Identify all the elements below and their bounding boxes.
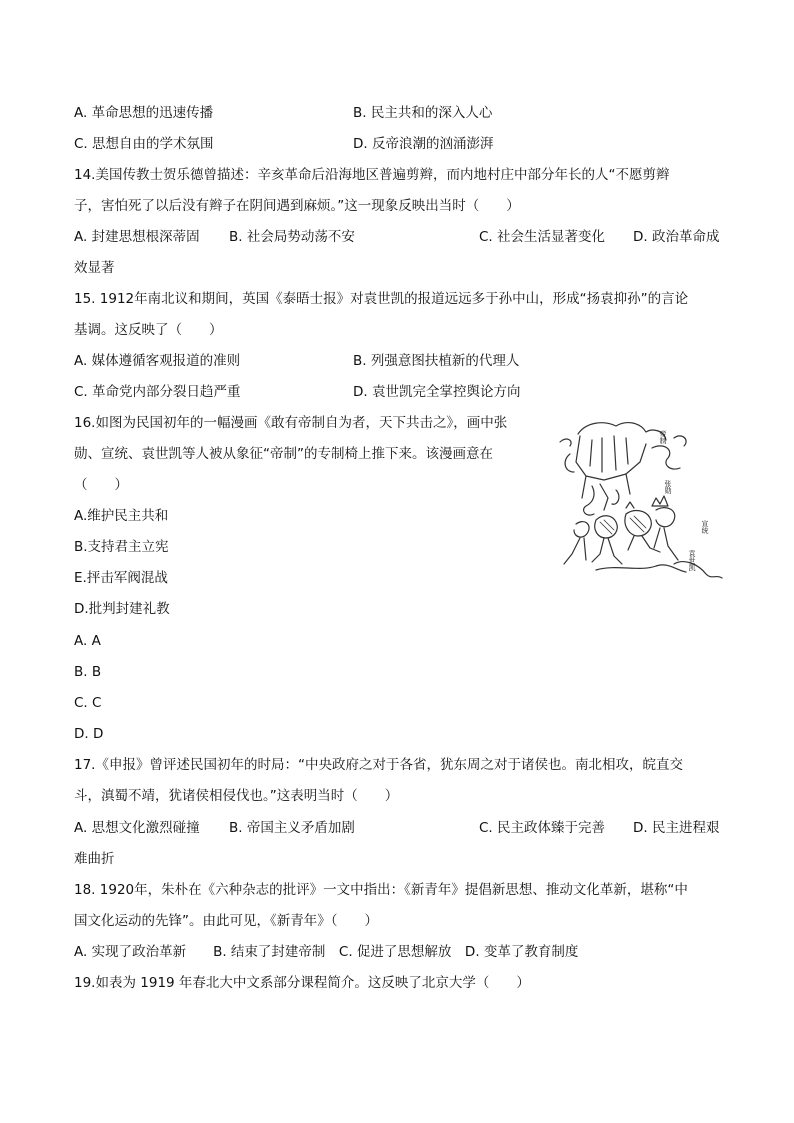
q13-option-d: D. 反帝浪潮的汹涌澎湃: [353, 136, 494, 152]
q17-stem-line2: 斗，滇蜀不靖，犹诸侯相侵伐也。”这表明当时（ ）: [74, 788, 399, 804]
q18-options: A. 实现了政治革新 B. 结束了封建帝制 C. 促进了思想解放 D. 变革了教育制度: [74, 944, 579, 960]
cartoon-label-right1: 张勋: [664, 480, 672, 494]
q14-option-a: A. 封建思想根深蒂固: [74, 229, 200, 245]
q15-option-c: C. 革命党内部分裂日趋严重: [74, 384, 241, 400]
q18-stem-line1: 18. 1920年，朱朴在《六种杂志的批评》一文中指出：《新青年》提倡新思想、推动文化革新，堪称“中: [74, 882, 688, 898]
cartoon-label-top: 帝制: [659, 430, 667, 444]
q13-option-c: C. 思想自由的学术氛围: [74, 136, 214, 152]
q14-option-d: D. 政治革命成: [633, 229, 720, 245]
q15-stem-line1: 15. 1912年南北议和期间，英国《泰晤士报》对袁世凯的报道远远多于孙中山，形成“扬袁抑孙”的言论: [74, 291, 689, 307]
q13-option-a: A. 革命思想的迅速传播: [74, 105, 214, 121]
q15-option-d: D. 袁世凯完全掌控舆论方向: [353, 384, 521, 400]
q16-choice-b: B.支持君主立宪: [74, 539, 169, 555]
q17-option-d: D. 民主进程艰: [633, 820, 720, 836]
q16-stem-line3: （ ）: [74, 477, 128, 493]
q16-choice-e: E.抨击军阀混战: [74, 570, 168, 586]
q14-option-d-wrap: 效显著: [74, 260, 115, 276]
cartoon-label-right2: 宣统: [701, 520, 709, 534]
q17-option-b: B. 帝国主义矛盾加剧: [229, 820, 355, 836]
q16-stem-line1: 16.如图为民国初年的一幅漫画《敢有帝制自为者，天下共击之》，画中张: [74, 415, 508, 431]
q16-choice-a: A.维护民主共和: [74, 508, 169, 524]
q14-stem-line1: 14.美国传教士贺乐德曾描述：辛亥革命后沿海地区普遍剪辫，而内地村庄中部分年长的人“不愿剪辫: [74, 167, 670, 183]
q18-stem-line2: 国文化运动的先锋”。由此可见，《新青年》（ ）: [74, 913, 378, 929]
q17-option-a: A. 思想文化激烈碰撞: [74, 820, 200, 836]
q16-stem-line2: 勋、宣统、袁世凯等人被从象征“帝制”的专制椅上推下来。该漫画意在: [74, 446, 493, 462]
q17-stem-line1: 17.《申报》曾评述民国初年的时局：“中央政府之对于各省，犹东周之对于诸侯也。南北相攻，皖直交: [74, 757, 683, 773]
q16-answer-d: D. D: [74, 726, 104, 742]
q15-option-b: B. 列强意图扶植新的代理人: [353, 353, 520, 369]
q13-option-b: B. 民主共和的深入人心: [353, 105, 493, 121]
cartoon-label-bottom: 袁世凯: [688, 550, 696, 571]
q14-stem-line2: 子，害怕死了以后没有辫子在阴间遇到麻烦。”这一现象反映出当时（ ）: [74, 198, 520, 214]
q16-choice-d: D.批判封建礼教: [74, 601, 170, 617]
q14-option-c: C. 社会生活显著变化: [479, 229, 606, 245]
q15-stem-line2: 基调。这反映了（ ）: [74, 322, 223, 338]
q17-option-d-wrap: 难曲折: [74, 851, 115, 867]
cartoon-illustration: [556, 414, 724, 586]
q15-option-a: A. 媒体遵循客观报道的准则: [74, 353, 241, 369]
q14-option-b: B. 社会局势动荡不安: [229, 229, 355, 245]
q16-answer-a: A. A: [74, 633, 101, 649]
q16-answer-b: B. B: [74, 664, 102, 680]
q17-option-c: C. 民主政体臻于完善: [479, 820, 606, 836]
q16-answer-c: C. C: [74, 695, 102, 711]
q19-stem-line1: 19.如表为 1919 年春北大中文系部分课程简介。这反映了北京大学（ ）: [74, 975, 530, 991]
